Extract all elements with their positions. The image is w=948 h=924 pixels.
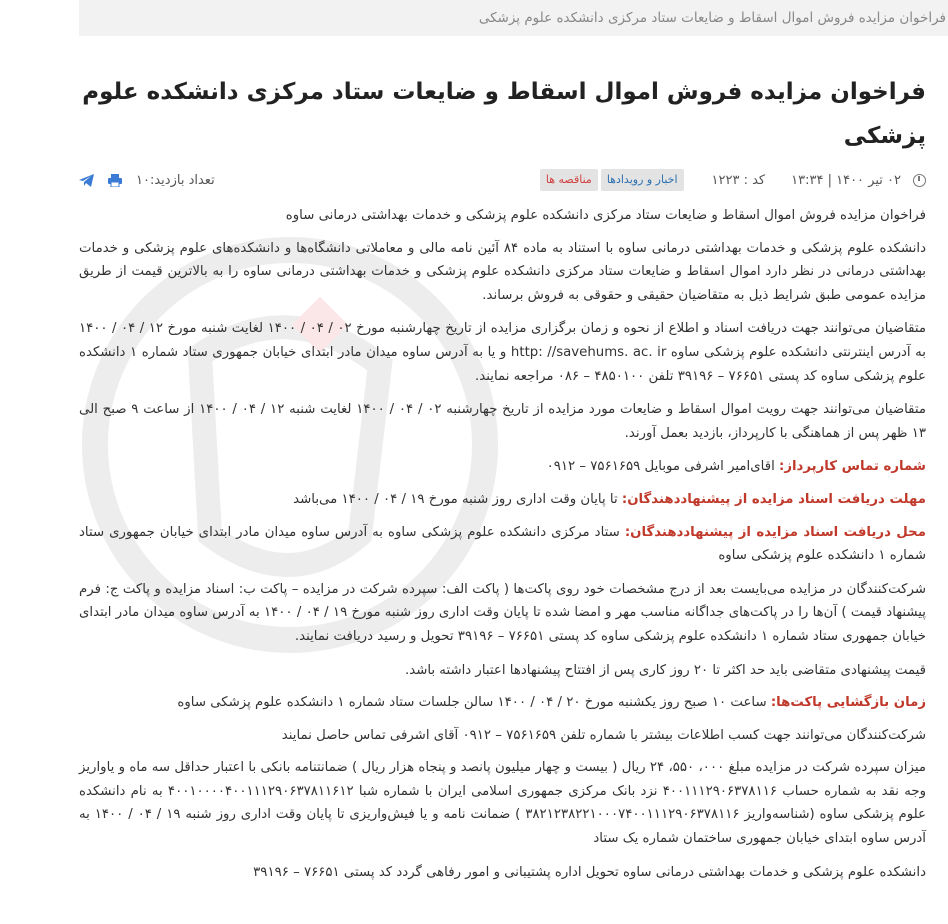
opening-text: ساعت ۱۰ صبح روز یکشنبه مورخ ۲۰ / ۰۴ / ۱۴۰۰ سالن جلسات ستاد شماره ۱ دانشکده علوم پزشکی ساوه — [177, 695, 771, 711]
contact-label: شماره تماس کارپرداز: — [779, 459, 926, 475]
opening-paragraph — [79, 691, 926, 715]
deadline-paragraph — [79, 488, 926, 512]
paragraph-delivery: دانشکده علوم پزشکی و خدمات بهداشتی درمانی ساوه تحویل اداره پشتیبانی و امور رفاهی گردد کد پستی ۷۶۶۵۱ – ۳۹۱۹۶ — [253, 864, 926, 880]
article — [79, 70, 926, 893]
clock-icon — [913, 174, 926, 187]
paragraph-validity: قیمت پیشنهادی متقاضی باید حد اکثر تا ۲۰ روز کاری پس از افتتاح پیشنهادها اعتبار داشته باشد. — [404, 662, 926, 678]
deadline-text: تا پایان وقت اداری روز شنبه مورخ ۱۹ / ۰۴ / ۱۴۰۰ می‌باشد — [293, 491, 622, 507]
paragraph-2: دانشکده علوم پزشکی و خدمات بهداشتی درمانی ساوه با استناد به ماده ۸۴ آئین نامه مالی و معاملاتی دانشگاه‌ها و دانشکده‌های علوم پزشکی و خدمات بهداشتی درمانی در نظر دارد اموال اسقاط و ضایعات ستاد مرکزی دانشکده علوم پزشکی و خدمات بهداشتی درمانی ساوه را به بالاترین قیمت از طریق مزایده عمومی طبق شرایط ذیل به متقاضیان حقیقی و حقوقی به فروش برساند. — [79, 240, 927, 303]
paragraph-envelopes: شرکت‌کنندگان در مزایده می‌بایست بعد از درج مشخصات خود روی پاکت‌ها ( پاکت الف: سپرده شرکت در مزایده – پاکت ب: اسناد مزایده و پاکت ج: فرم پیشنهاد قیمت ) آن‌ها را در پاکت‌های جداگانه مناسب مهر و امضا شده تا پایان وقت اداری روز شنبه مورخ ۱۹ / ۰۴ / ۱۴۰۰ به آدرس ساوه میدان مادر ابتدای خیابان جمهوری ستاد شماره ۱ دانشکده علوم پزشکی ساوه کد پستی ۷۶۶۵۱ – ۳۹۱۹۶ تحویل و رسید دریافت نمایند. — [79, 581, 926, 644]
tag-tenders[interactable]: مناقصه ها — [540, 169, 598, 191]
paragraph-more-info: شرکت‌کنندگان می‌توانند جهت کسب اطلاعات بیشتر با شماره تلفن ۷۵۶۱۶۵۹ – ۰۹۱۲ آقای اشرفی تماس حاصل نمایند — [281, 727, 926, 743]
paragraph-deposit: میزان سپرده شرکت در مزایده مبلغ ۰۰۰، ۵۵۰، ۲۴ ریال ( بیست و چهار میلیون پانصد و پنجاه هزار ریال ) ضمانتنامه بانکی با اعتبار حداقل سه ماه و یاواریز وجه نقد به شماره حساب ۴۰۰۱۱۱۲۹۰۶۳۷۸۱۱۶ نزد بانک مرکزی جمهوری اسلامی ایران با شماره شبا ۴۰۰۱۰۰۰۰۴۰۰۱۱۱۲۹۰۶۳۷۸۱۱۶۱۲ به نام دانشکده علوم پزشکی ساوه (شناسه‌واریز ۳۸۲۱۲۳۸۲۲۱۰۰۰۷۴۰۰۱۱۱۲۹۰۶۳۷۸۱۱۶ ) ضمانت نامه و یا فیش‌واریزی تا پایان وقت اداری روز شنبه ۱۹ / ۰۴ / ۱۴۰۰ به آدرس ساوه ابتدای خیابان جمهوری ساختمان شماره یک ستاد — [79, 760, 926, 847]
contact-text: اقای‌امیر اشرفی موبایل ۷۵۶۱۶۵۹ – ۰۹۱۲ — [546, 459, 779, 475]
telegram-share-icon[interactable] — [79, 174, 94, 187]
paragraph-3: متقاضیان می‌توانند جهت دریافت اسناد و اطلاع از نحوه و زمان برگزاری مزایده از تاریخ چهارشنبه مورخ ۰۲ / ۰۴ / ۱۴۰۰ لغایت شنبه مورخ ۱۲ / ۰۴ / ۱۴۰۰ به آدرس اینترنتی دانشکده علوم پزشکی ساوه http: //savehums. ac. ir و یا به آدرس ساوه میدان مادر ابتدای خیابان جمهوری ستاد شماره ۱ دانشکده علوم پزشکی ساوه کد پستی ۷۶۶۵۱ – ۳۹۱۹۶ تلفن ۴۸۵۰۱۰۰ – ۰۸۶ مراجعه نمایند. — [79, 321, 927, 384]
print-icon[interactable] — [108, 174, 122, 187]
visit-count: تعداد بازدید:۱۰ — [136, 172, 215, 188]
location-label: محل دریافت اسناد مزایده از پیشنهاددهندگان: — [624, 524, 926, 540]
location-text: ستاد مرکزی دانشکده علوم پزشکی ساوه به آدرس ساوه میدان مادر ابتدای خیابان جمهوری ستاد شماره ۱ دانشکده علوم پزشکی ساوه — [79, 524, 926, 564]
article-meta — [79, 166, 926, 194]
page-title: فراخوان مزایده فروش اموال اسقاط و ضایعات ستاد مرکزی دانشکده علوم پزشکی — [82, 79, 926, 149]
paragraph-4: متقاضیان می‌توانند جهت رویت اموال اسقاط و ضایعات مورد مزایده از تاریخ چهارشنبه ۰۲ / ۰۴ / ۱۴۰۰ لغایت شنبه ۱۲ / ۰۴ / ۱۴۰۰ از ساعت ۹ صبح الی ۱۳ ظهر پس از هماهنگی با کارپرداز، بازدید بعمل آورند. — [79, 402, 927, 441]
deadline-label: مهلت دریافت اسناد مزایده از پیشنهاددهندگان: — [621, 491, 926, 507]
paragraph-intro: فراخوان مزایده فروش اموال اسقاط و ضایعات ستاد مرکزی دانشکده علوم پزشکی و خدمات بهداشتی درمانی ساوه — [285, 208, 926, 223]
category-tags — [540, 169, 684, 191]
article-body — [79, 204, 926, 884]
location-paragraph — [79, 521, 926, 568]
opening-label: زمان بازگشایی پاکت‌ها: — [770, 695, 926, 711]
contact-paragraph — [79, 455, 926, 479]
publish-date: ۰۲ تیر ۱۴۰۰ | ۱۳:۳۴ — [791, 172, 901, 188]
article-code: کد : ۱۲۲۳ — [711, 172, 766, 188]
breadcrumb — [79, 0, 948, 36]
breadcrumb-text: فراخوان مزایده فروش اموال اسقاط و ضایعات ستاد مرکزی دانشکده علوم پزشکی — [478, 10, 946, 26]
tag-news[interactable]: اخبار و رویدادها — [601, 169, 684, 191]
